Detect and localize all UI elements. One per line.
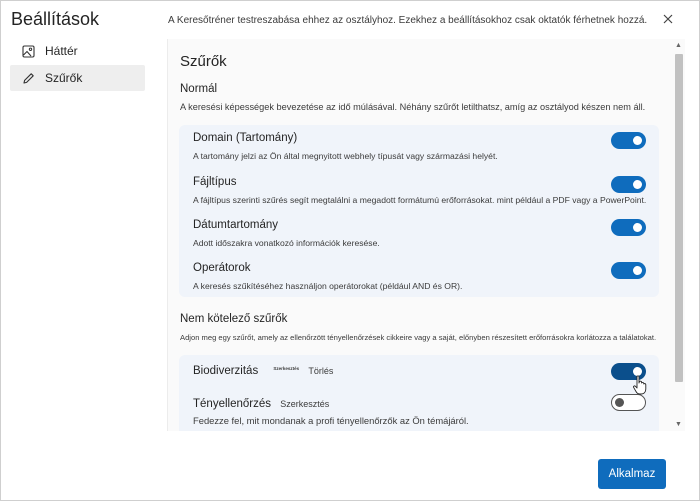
filter-name: Biodiverzitás [193,365,259,377]
filter-row-daterange [179,212,659,256]
close-icon[interactable] [659,10,677,28]
filter-row-factcheck [179,391,659,431]
dialog-title: Beállítások [11,9,100,29]
daterange-toggle[interactable] [611,219,646,236]
filter-row-filetype [179,169,659,213]
optional-filters-card [179,355,659,431]
domain-toggle[interactable] [611,132,646,149]
normal-filters-card [179,125,659,297]
sidebar-item-background[interactable] [10,38,145,64]
factcheck-toggle[interactable] [611,394,646,411]
page-title: Szűrők [180,53,227,70]
dialog-description: A Keresőtréner testreszabása ehhez az osztályhoz. Ezekhez a beállításokhoz csak oktatók férhetnek hozzá. [168,15,648,26]
vertical-scrollbar[interactable] [673,39,685,431]
filter-name: Fájltípus [193,176,237,188]
scrollbar-thumb[interactable] [675,54,683,382]
section-intro-optional: Adjon meg egy szűrőt, amely az ellenőrzött tényellenőrzések cikkeire vagy a saját, előnyben részesített erőforrásokra korlátozza a találatokat. [180,333,657,342]
scroll-up-arrow-icon[interactable]: ▲ [675,42,682,49]
filter-name: Domain (Tartomány) [193,132,298,144]
filter-row-operators [179,255,659,299]
sidebar-item-label: Szűrők [45,71,83,85]
filter-description: Fedezze fel, mit mondanak a profi tényellenőrzők az Ön témájáról. [193,415,469,426]
scroll-down-arrow-icon[interactable]: ▼ [675,421,682,428]
hand-cursor-icon [632,375,648,395]
filter-name: Operátorok [193,262,251,274]
filter-row-domain [179,125,659,169]
apply-button[interactable]: Alkalmaz [598,459,666,489]
sidebar-item-filters[interactable] [10,65,145,91]
filters-panel [167,39,673,431]
filter-description: A keresés szűkítéséhez használjon operátorokat (például AND és OR). [193,281,463,291]
sidebar-item-label: Háttér [45,44,78,58]
delete-link[interactable]: Törlés [308,366,334,376]
pencil-icon [21,71,35,85]
section-title-normal: Normál [180,83,218,95]
section-intro-normal: A keresési képességek bevezetése az idő múlásával. Néhány szűrőt letilthatsz, amíg az osztályod készen nem áll. [180,102,646,112]
operators-toggle[interactable] [611,262,646,279]
filter-name: Tényellenőrzés [193,398,271,410]
filter-description: A fájltípus szerinti szűrés segít megtalálni a megadott formátumú erőforrásokat. mint például a PDF vagy a PowerPoint. [193,195,647,205]
edit-link[interactable]: Szerkesztés [280,399,330,409]
section-title-optional: Nem kötelező szűrők [180,313,288,325]
filter-description: A tartomány jelzi az Ön által megnyitott webhely típusát vagy származási helyét. [193,151,498,161]
edit-link[interactable]: Szerkesztés [273,366,300,371]
image-icon [21,44,35,58]
filetype-toggle[interactable] [611,176,646,193]
filter-description: Adott időszakra vonatkozó információk keresése. [193,238,380,248]
filter-name: Dátumtartomány [193,219,279,231]
